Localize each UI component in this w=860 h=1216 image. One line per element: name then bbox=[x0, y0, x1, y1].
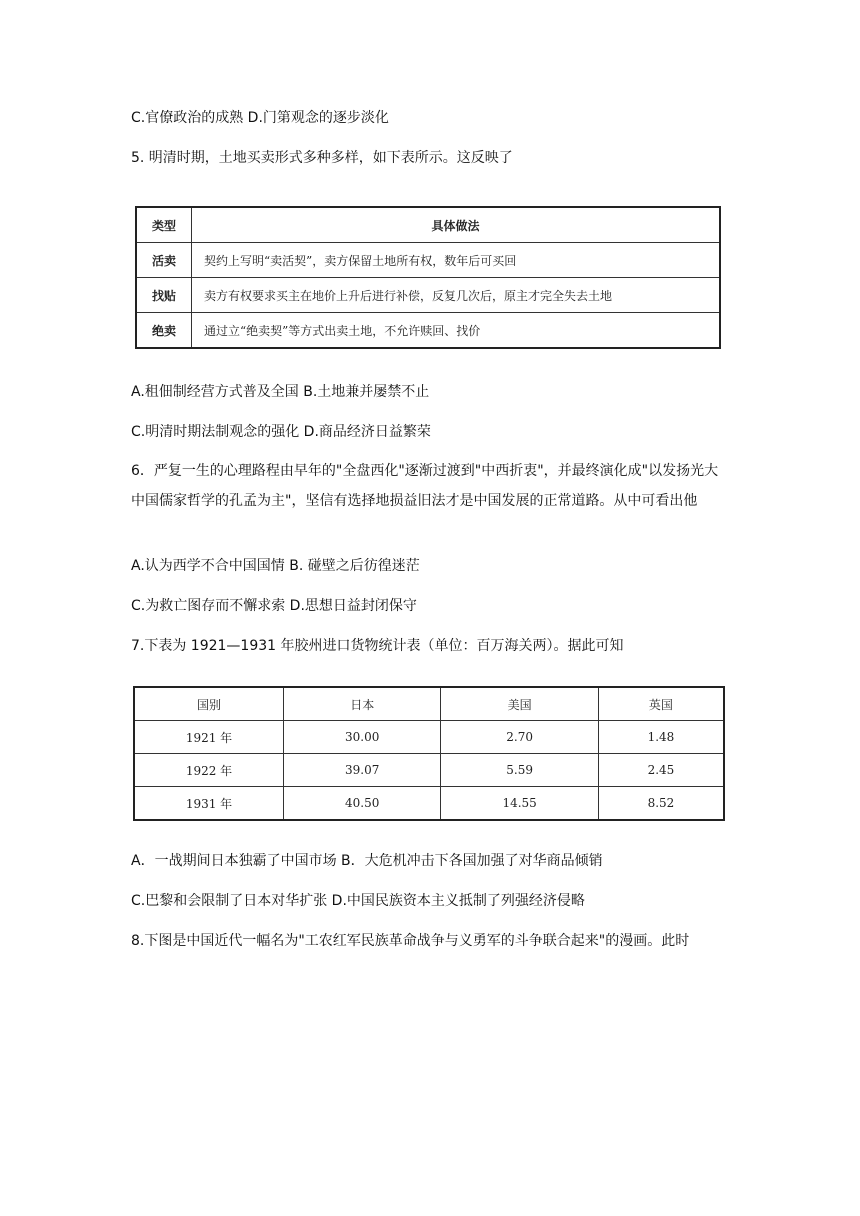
table-cell-type: 找贴 bbox=[136, 278, 192, 313]
table-header-cell: 英国 bbox=[598, 687, 724, 721]
question-5-text: 5. 明清时期，土地买卖形式多种多样，如下表所示。这反映了 bbox=[131, 150, 513, 166]
table-cell: 1931 年 bbox=[134, 787, 284, 821]
table-header-cell: 国别 bbox=[134, 687, 284, 721]
table-row bbox=[136, 278, 720, 313]
table-cell: 1921 年 bbox=[134, 721, 284, 754]
table-cell: 2.70 bbox=[441, 721, 598, 754]
table-row bbox=[136, 313, 720, 349]
table-header-cell: 具体做法 bbox=[192, 207, 721, 243]
table-header-cell: 日本 bbox=[284, 687, 441, 721]
table-cell: 39.07 bbox=[284, 754, 441, 787]
question-7-options-ab: A．一战期间日本独霸了中国市场 B．大危机冲击下各国加强了对华商品倾销 bbox=[131, 853, 603, 869]
table-cell: 1922 年 bbox=[134, 754, 284, 787]
table-cell-desc: 契约上写明“卖活契”，卖方保留土地所有权，数年后可买回 bbox=[192, 243, 721, 278]
table-cell-type: 绝卖 bbox=[136, 313, 192, 349]
question-5-options-cd: C.明清时期法制观念的强化 D.商品经济日益繁荣 bbox=[131, 424, 431, 440]
table-header-cell: 类型 bbox=[136, 207, 192, 243]
table-row bbox=[136, 243, 720, 278]
question-6-text: 6．严复一生的心理路程由早年的"全盘西化"逐渐过渡到"中西折衷"，并最终演化成"以发扬光大中国儒家哲学的孔孟为主"，坚信有选择地损益旧法才是中国发展的正常道路。从中可看出他 bbox=[131, 463, 719, 509]
table-header-row bbox=[134, 687, 724, 721]
table-cell: 2.45 bbox=[598, 754, 724, 787]
table-cell: 1.48 bbox=[598, 721, 724, 754]
table-cell-desc: 通过立“绝卖契”等方式出卖土地，不允许赎回、找价 bbox=[192, 313, 721, 349]
table-row bbox=[134, 754, 724, 787]
question-7-text: 7.下表为 1921—1931 年胶州进口货物统计表（单位：百万海关两）。据此可知 bbox=[131, 638, 624, 654]
table-row bbox=[134, 787, 724, 821]
table-cell-type: 活卖 bbox=[136, 243, 192, 278]
question-5-options-ab: A.租佃制经营方式普及全国 B.土地兼并屡禁不止 bbox=[131, 384, 430, 400]
table-row bbox=[134, 721, 724, 754]
table-cell: 14.55 bbox=[441, 787, 598, 821]
question-6-options-cd: C.为救亡图存而不懈求索 D.思想日益封闭保守 bbox=[131, 598, 417, 614]
land-sale-table bbox=[135, 206, 721, 349]
table-cell: 8.52 bbox=[598, 787, 724, 821]
option-line-c-d: C.官僚政治的成熟 D.门第观念的逐步淡化 bbox=[131, 110, 389, 126]
table-cell: 30.00 bbox=[284, 721, 441, 754]
table-cell: 5.59 bbox=[441, 754, 598, 787]
question-7-options-cd: C.巴黎和会限制了日本对华扩张 D.中国民族资本主义抵制了列强经济侵略 bbox=[131, 893, 585, 909]
table-header-cell: 美国 bbox=[441, 687, 598, 721]
table-cell-desc: 卖方有权要求买主在地价上升后进行补偿，反复几次后，原主才完全失去土地 bbox=[192, 278, 721, 313]
import-statistics-table bbox=[133, 686, 725, 821]
table-cell: 40.50 bbox=[284, 787, 441, 821]
table-header-row bbox=[136, 207, 720, 243]
question-8-text: 8.下图是中国近代一幅名为"工农红军民族革命战争与义勇军的斗争联合起来"的漫画。此时 bbox=[131, 933, 690, 949]
question-6-options-ab: A.认为西学不合中国国情 B. 碰壁之后彷徨迷茫 bbox=[131, 558, 420, 574]
